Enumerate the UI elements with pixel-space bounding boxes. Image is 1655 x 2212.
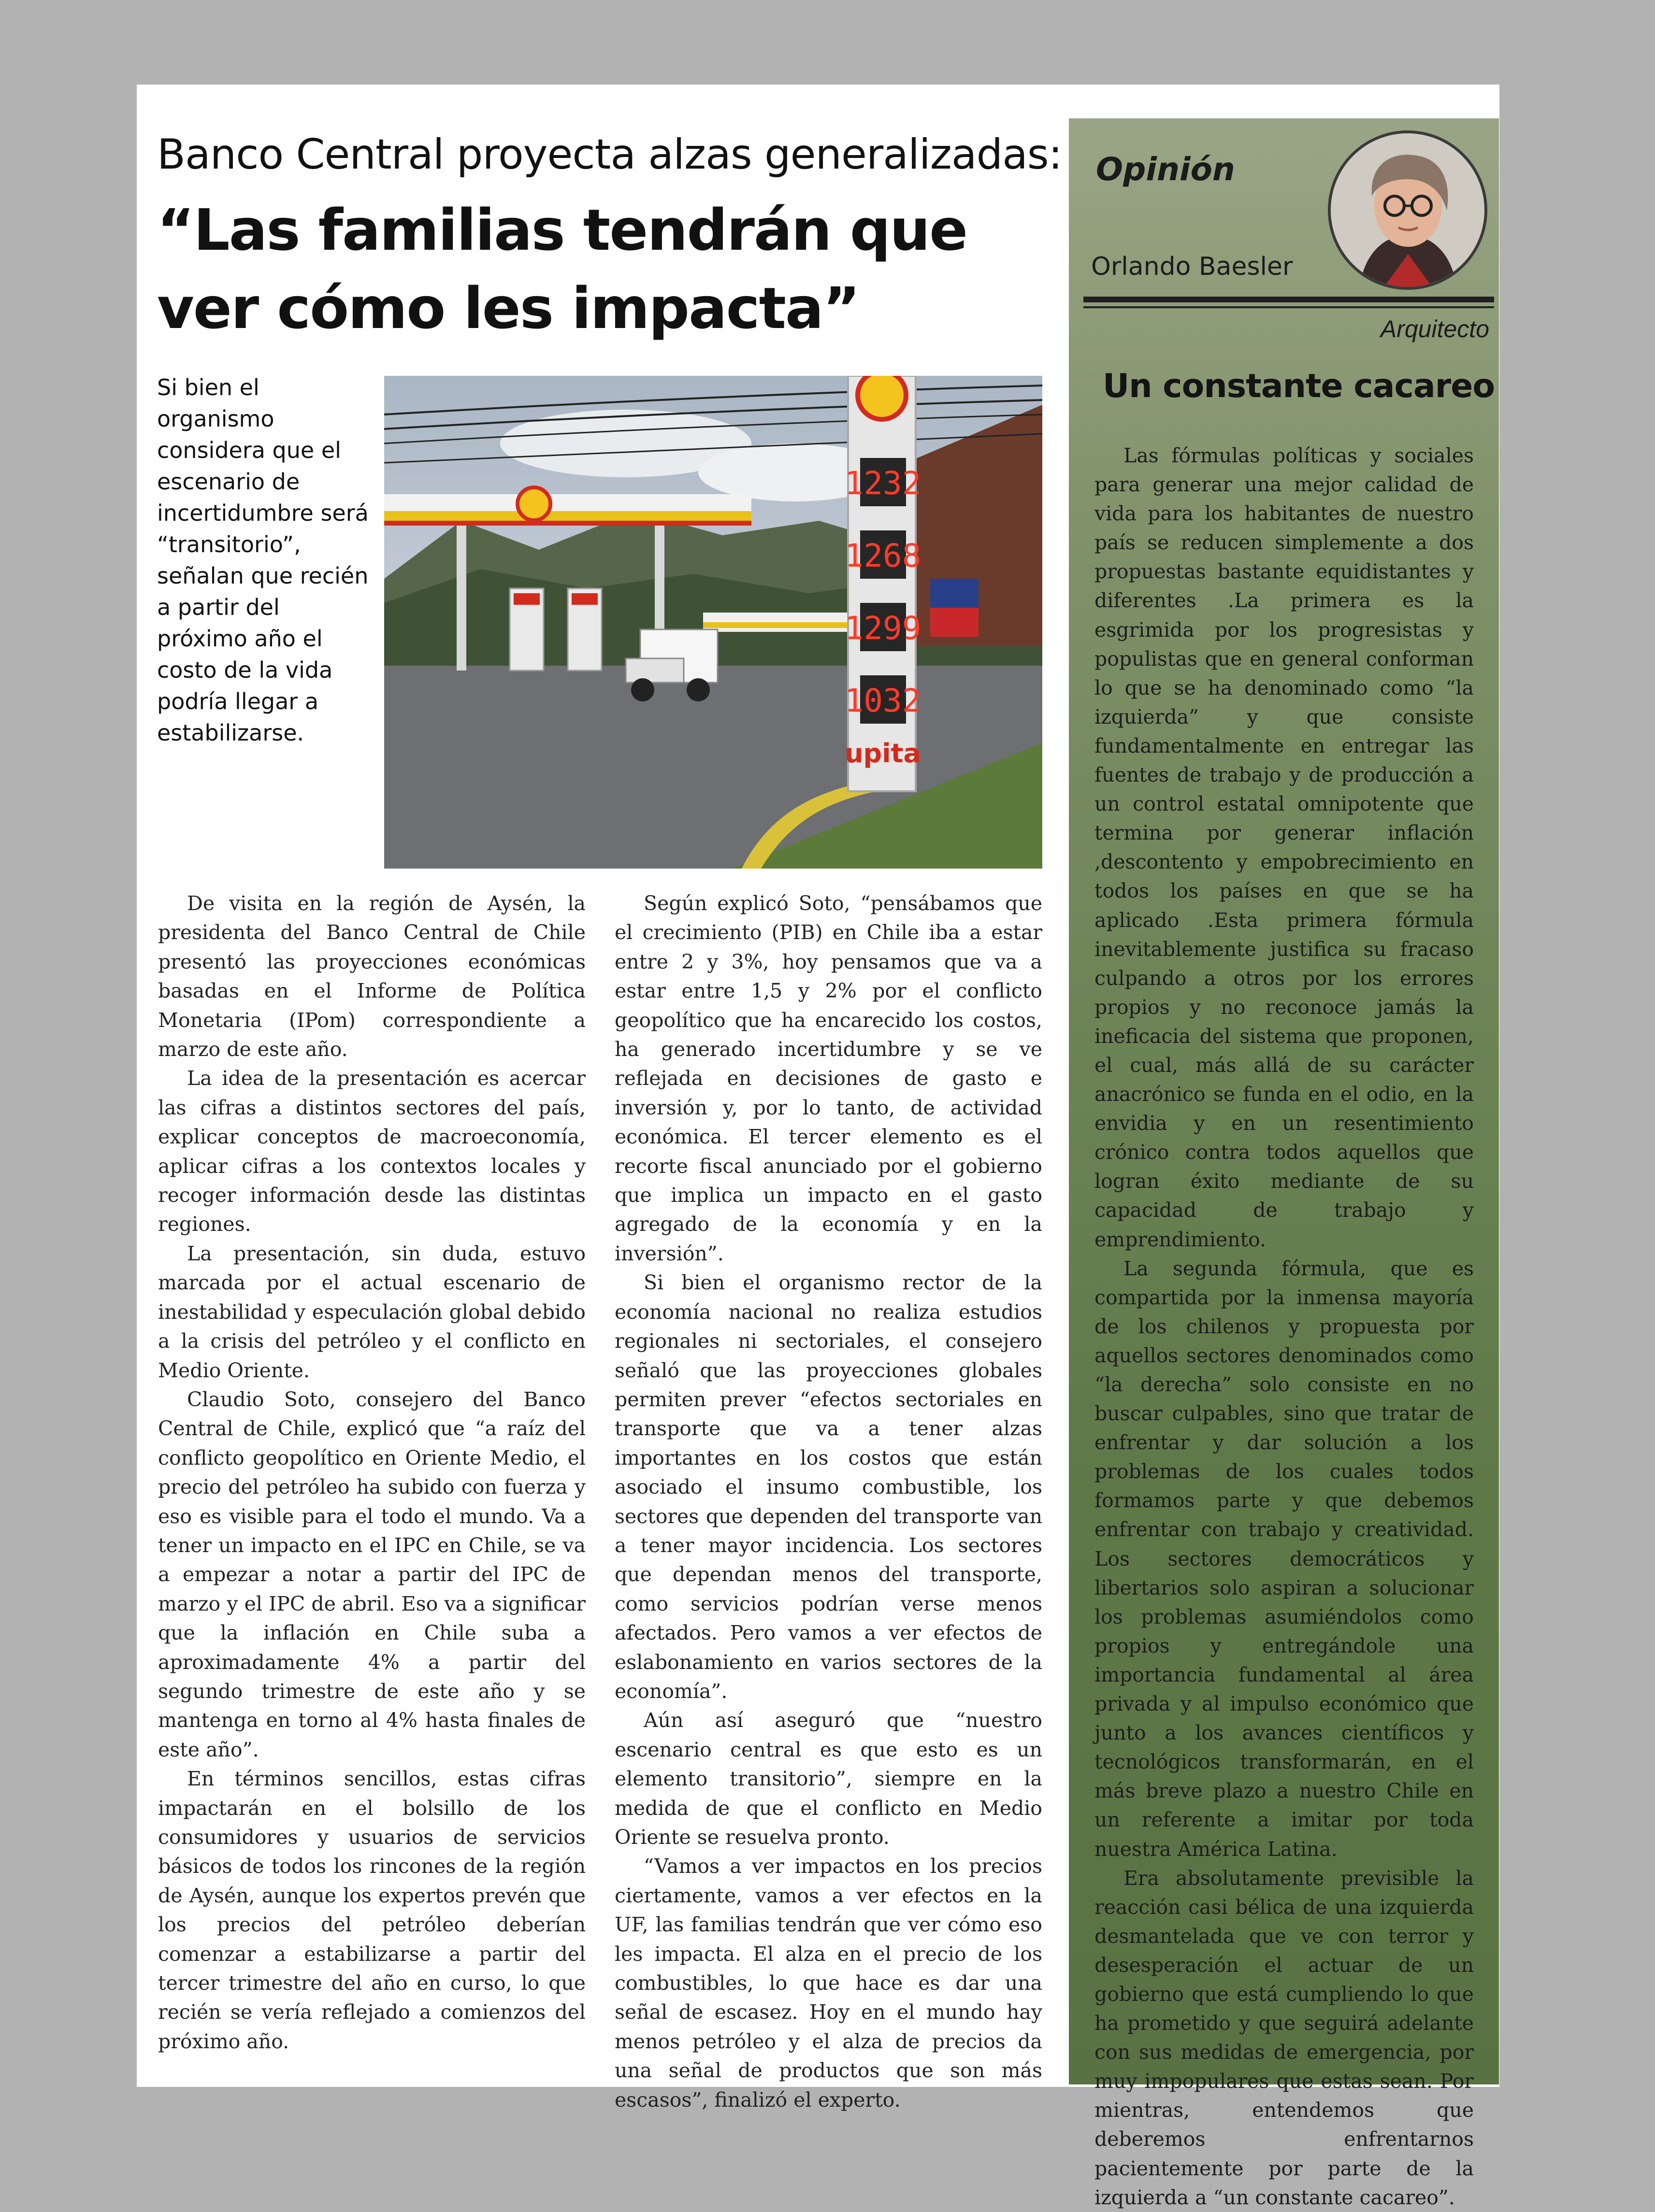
- brand-sign: upita: [845, 738, 921, 769]
- article-paragraph: Aún así aseguró que “nuestro escenario central es que esto es un elemento transitorio”, siempre en la medida de que el conflicto en Medio Oriente se resuelva pronto.: [615, 1709, 1042, 1849]
- opinion-paragraph: La segunda fórmula, que es compartida por la inmensa mayoría de los chilenos y propuesta por aquellos sectores denominados como “la derecha” solo consiste en no buscar culpables, sino que tratar de enfrentar y dar solución a los problemas de los cuales todos formamos parte y que debemos enfrentar con trabajo y creatividad. Los sectores democráticos y libertarios solo aspiran a solucionar los problemas asumiéndolos como propios y entregándole una importancia fundamental al área privada y al impulso económico que junto a los avances científicos y tecnológicos transformarán, en el más breve plazo a nuestro Chile en un referente a imitar por toda nuestra América Latina.: [1094, 1256, 1474, 1861]
- article-paragraph: De visita en la región de Aysén, la presidenta del Banco Central de Chile presentó las proyecciones económicas basadas en el Informe de Política Monetaria (IPom) correspondiente a marzo de este año.: [158, 892, 586, 1061]
- opinion-label: Opinión: [1096, 151, 1235, 188]
- article-paragraph: Claudio Soto, consejero del Banco Central de Chile, explicó que “a raíz del conflicto geopolítico en Oriente Medio, el precio del petróleo ha subido con fuerza y eso es visible para el todo el mundo. Va a tener un impacto en el IPC en Chile, se va a empezar a notar a partir del IPC de marzo y el IPC de abril. Eso va a significar que la inflación en Chile suba a aproximadamente 4% a partir del segundo trimestre de este año y se mantenga en torno al 4% hasta finales de este año”.: [158, 1387, 586, 1761]
- price-display-1: 1232: [844, 465, 921, 502]
- article-paragraph: Según explicó Soto, “pensábamos que el crecimiento (PIB) en Chile iba a estar entre 2 y 3%, hoy pensamos que va a estar entre 1,5 y 2% por el conflicto geopolítico que ha encarecido los costos, ha generado incertidumbre y se ve reflejada en decisiones de gasto e inversión y, por lo tanto, de actividad económica. El tercer elemento es el recorte fiscal anunciado por el gobierno que implica un impacto en el gasto agregado de la economía y en la inversión”.: [615, 892, 1042, 1265]
- opinion-paragraph: Las fórmulas políticas y sociales para generar una mejor calidad de vida para los habitantes de nuestro país se reducen simplemente a dos propuestas bastante equidistantes y diferentes .La primera es la esgrimida por los progresistas y populistas que en general conforman lo que se ha denominado como “la izquierda” y que consiste fundamentalmente en entregar las fuentes de trabajo y de producción a un control estatal omnipotente que termina por generar inflación ,descontento y empobrecimiento en todos los países en que se ha aplicado .Esta primera fórmula inevitablemente justifica su fracaso culpando a otros por los errores propios y no reconoce jamás la ineficacia del sistema que proponen, el cual, más allá de su carácter anacrónico se funda en el odio, en la envidia y en un resentimiento crónico contra todos aquellos que logran éxito mediante de su capacidad de trabajo y emprendimiento.: [1094, 444, 1474, 1251]
- opinion-rule-thin: [1083, 306, 1494, 308]
- article-paragraph: Si bien el organismo rector de la economía nacional no realiza estudios regionales ni sectoriales, el consejero señaló que las proyecciones globales permiten prever “efectos sectoriales en transporte que va a tener alzas importantes en los costos que están asociado el insumo combustible, los sectores que dependen del transporte van a tener mayor incidencia. Los sectores que dependan menos del transporte, como servicios podrían verse menos afectados. Pero vamos a ver efectos de eslabonamiento en varios sectores de la economía”.: [615, 1271, 1042, 1703]
- article-lead: Si bien el organismo considera que el escenario de incertidumbre será “transitorio”, señalan que recién a partir del próximo año el costo de la vida podría llegar a estabilizarse.: [157, 374, 369, 746]
- opinion-body: [1094, 441, 1474, 2212]
- opinion-author-role: Arquitecto: [1380, 315, 1489, 343]
- author-portrait-icon: [1331, 133, 1484, 287]
- article-headline: “Las familias tendrán que ver cómo les impacta”: [157, 197, 967, 342]
- article-kicker: Banco Central proyecta alzas generalizadas:: [157, 130, 1062, 179]
- gas-station-illustration: [384, 376, 1042, 869]
- article-paragraph: “Vamos a ver impactos en los precios ciertamente, vamos a ver efectos en la UF, las familias tendrán que ver cómo eso les impacta. El alza en el precio de los combustibles, lo que hace es dar una señal de escasez. Hoy en el mundo hay menos petróleo y el alza de precios da una señal de productos que son más escasos”, finalizó el experto.: [615, 1855, 1042, 2112]
- article-paragraph: En términos sencillos, estas cifras impactarán en el bolsillo de los consumidores y usuarios de servicios básicos de todos los rincones de la región de Aysén, aunque los expertos prevén que los precios del petróleo deberían comenzar a estabilizarse a partir del tercer trimestre del año en curso, lo que recién se vería reflejado a comienzos del próximo año.: [158, 1767, 586, 2053]
- opinion-author: Orlando Baesler: [1091, 252, 1293, 281]
- price-display-3: 1299: [844, 610, 921, 647]
- article-paragraph: La idea de la presentación es acercar las cifras a distintos sectores del país, explicar conceptos de macroeconomía, aplicar cifras a los contextos locales y recoger información desde las distintas regiones.: [158, 1067, 586, 1236]
- article-column-1: [158, 889, 586, 2056]
- author-avatar: [1328, 130, 1487, 290]
- price-display-2: 1268: [844, 537, 921, 574]
- price-display-4: 1032: [844, 682, 921, 719]
- article-photo: [384, 376, 1042, 869]
- article-column-2: [615, 889, 1042, 2114]
- opinion-rule-thick: [1083, 297, 1494, 302]
- opinion-title: Un constante cacareo: [1103, 367, 1495, 405]
- opinion-paragraph: Era absolutamente previsible la reacción casi bélica de una izquierda desmantelada que ve con terror y desesperación el actuar de un gobierno que está cumpliendo lo que ha prometido y que seguirá adelante con sus medidas de emergencia, por muy impopulares que estas sean. Por mientras, entendemos que deberemos enfrentarnos pacientemente por parte de la izquierda a “un constante cacareo”.: [1094, 1866, 1474, 2209]
- article-paragraph: La presentación, sin duda, estuvo marcada por el actual escenario de inestabilidad y especulación global debido a la crisis del petróleo y el conflicto en Medio Oriente.: [158, 1242, 586, 1382]
